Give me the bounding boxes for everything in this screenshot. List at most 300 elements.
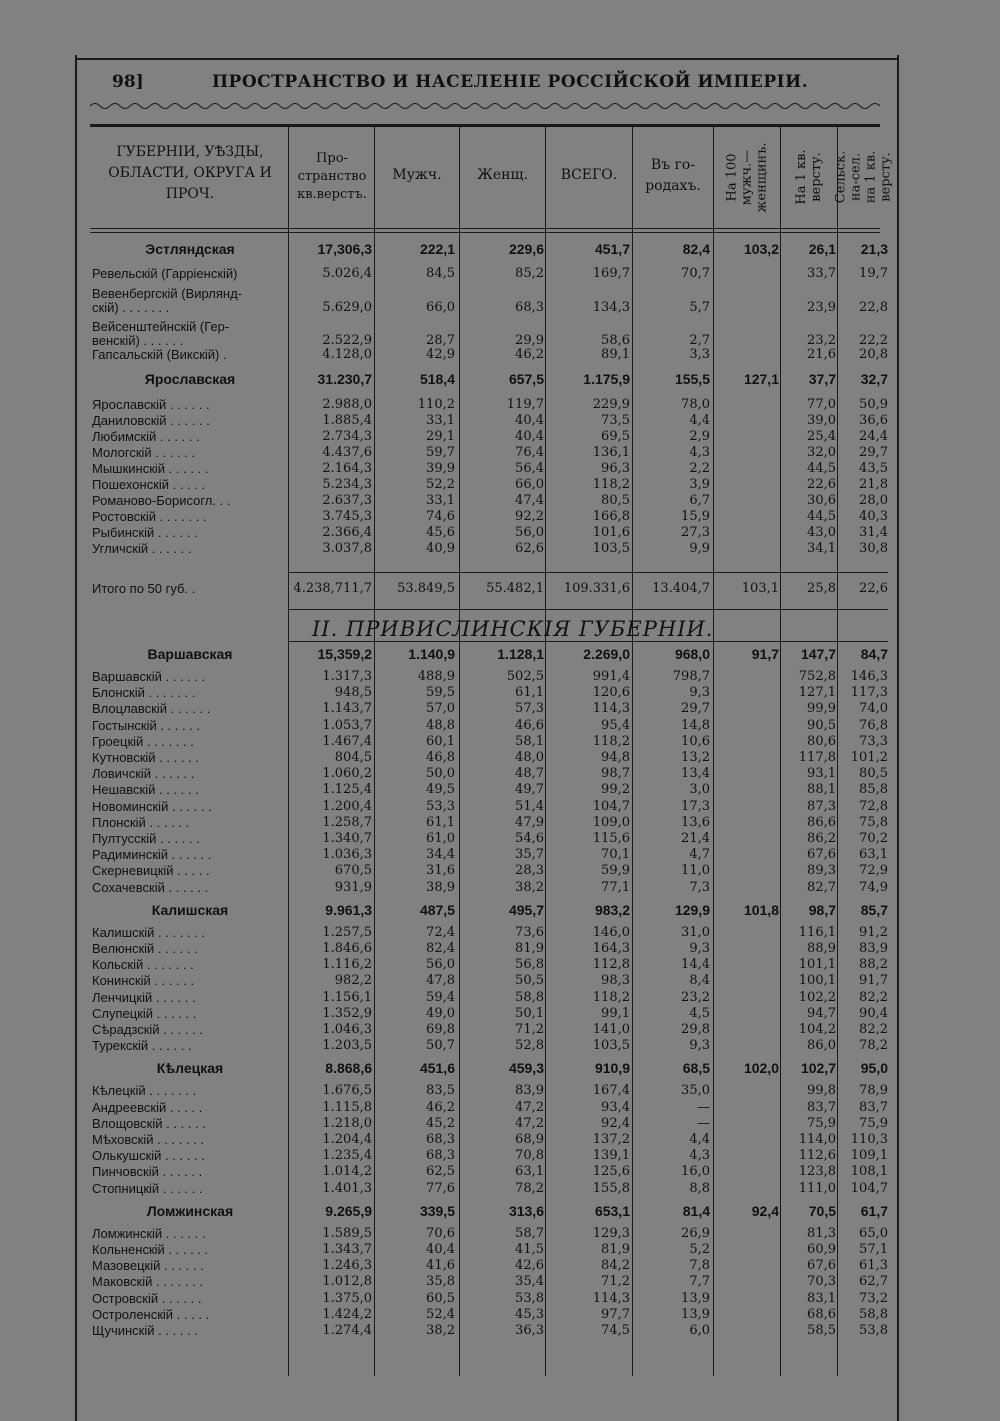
cell: 2.269,0 [583, 646, 630, 662]
cell: 70,2 [859, 831, 888, 846]
cell: 110,3 [850, 1132, 888, 1147]
cell: 167,4 [592, 1083, 630, 1099]
cell: 5.026,4 [322, 266, 372, 281]
cell: 101,8 [743, 901, 779, 918]
cell: 25,4 [807, 429, 836, 444]
cell: 91,7 [859, 973, 888, 989]
row-label: Вейсенштейнскій (Гер- [92, 319, 230, 334]
cell: 81,4 [682, 1202, 710, 1219]
cell: 99,9 [807, 701, 836, 717]
cell: 451,6 [419, 1060, 455, 1077]
cell: 44,5 [807, 461, 836, 476]
cell: 3,3 [689, 347, 710, 362]
cell: 46,2 [426, 1099, 455, 1115]
cell: 41,5 [515, 1242, 544, 1257]
cell: 47,2 [515, 1099, 544, 1115]
row-label: Кѣлецкая [156, 1060, 224, 1077]
header-urban: Въ го-родахъ. [645, 157, 701, 194]
cell: 21,8 [859, 477, 888, 492]
cell: 1.589,5 [322, 1225, 372, 1241]
cell: 22,6 [807, 477, 836, 492]
cell: 72,4 [426, 924, 455, 940]
cell: 1.175,9 [583, 371, 630, 387]
cell: 67,6 [807, 847, 836, 863]
header-top-rule [90, 124, 880, 127]
cell: 2,7 [689, 333, 710, 348]
cell: 1.257,5 [322, 924, 372, 940]
cell: 45,3 [515, 1306, 544, 1322]
cell: 59,5 [426, 685, 455, 701]
cell: 68,6 [807, 1306, 836, 1322]
cell: 47,9 [515, 814, 544, 830]
cell: 657,5 [508, 371, 544, 387]
cell: 82,7 [807, 879, 836, 895]
table-row [0, 1115, 1000, 1132]
table-row [0, 580, 1000, 597]
cell: 137,2 [592, 1132, 630, 1147]
cell: 86,2 [807, 831, 836, 846]
row-label: Угличскій . . . . . . [92, 541, 192, 556]
cell: 96,3 [601, 461, 630, 476]
cell: 68,3 [515, 300, 544, 315]
cell: 100,1 [798, 973, 836, 989]
cell: 3.745,3 [322, 509, 372, 524]
table-row [0, 412, 1000, 429]
cell: 14,4 [681, 957, 710, 973]
table-row [0, 700, 1000, 717]
cell: 25,8 [807, 581, 836, 596]
cell: 33,7 [807, 266, 836, 281]
cell: 4,3 [689, 1148, 710, 1164]
cell: 3,9 [689, 477, 710, 492]
cell: 62,6 [515, 541, 544, 556]
cell: 1.200,4 [322, 798, 372, 814]
cell: 2.988,0 [322, 397, 372, 412]
row-label: Мѣховскій . . . . . . . [92, 1132, 205, 1147]
cell: 54,6 [515, 831, 544, 846]
cell: 51,4 [515, 798, 544, 814]
cell: 92,2 [515, 509, 544, 524]
cell: 55.482,1 [486, 581, 544, 596]
cell: 50,7 [426, 1038, 455, 1054]
cell: 99,1 [601, 1005, 630, 1021]
cell: 71,2 [601, 1274, 630, 1290]
cell: 1.036,3 [322, 847, 372, 863]
cell: 61,7 [860, 1202, 888, 1219]
cell: 5.234,3 [322, 477, 372, 492]
cell: 1.125,4 [322, 782, 372, 798]
row-label: Даниловскій . . . . . . [92, 413, 210, 428]
table-row [0, 346, 1000, 363]
cell: 16,0 [681, 1164, 710, 1180]
cell: 94,7 [807, 1005, 836, 1021]
cell: 9,3 [689, 685, 710, 701]
cell: 26,9 [681, 1225, 710, 1241]
cell: 49,5 [426, 782, 455, 798]
cell: 22,6 [859, 581, 888, 596]
cell: 127,1 [798, 685, 836, 701]
cell: 40,4 [515, 413, 544, 428]
cell: 1.467,4 [322, 733, 372, 749]
cell: 32,0 [807, 445, 836, 460]
cell: 66,0 [426, 300, 455, 315]
cell: 93,4 [601, 1099, 630, 1115]
cell: 1.143,7 [322, 701, 372, 717]
row-label: Сохачевскій . . . . . . [92, 879, 209, 895]
cell: 43,5 [859, 461, 888, 476]
cell: — [697, 1099, 710, 1115]
cell: 13,9 [681, 1290, 710, 1306]
cell: 139,1 [592, 1148, 630, 1164]
cell: 76,8 [859, 717, 888, 733]
cell: 83,7 [859, 1099, 888, 1115]
cell: 1.204,4 [322, 1132, 372, 1147]
cell: 1.424,2 [322, 1306, 372, 1322]
section-rule [288, 641, 888, 642]
cell: 72,9 [859, 863, 888, 879]
table-row [0, 668, 1000, 685]
row-label: Ловичскій . . . . . . [92, 766, 195, 782]
row-label: Вевенбергскій (Вирлянд- [92, 286, 243, 301]
table-row [0, 972, 1000, 989]
cell: 123,8 [798, 1164, 836, 1180]
cell: 69,5 [601, 429, 630, 444]
row-label: Ревельскій (Гарріенскій) [92, 266, 238, 281]
cell: 47,2 [515, 1115, 544, 1131]
cell: 118,2 [592, 989, 630, 1005]
cell: 26,1 [808, 241, 836, 257]
cell: 57,3 [515, 701, 544, 717]
cell: 99,8 [807, 1083, 836, 1099]
cell: 68,3 [426, 1132, 455, 1147]
table-row-province [0, 1060, 1000, 1077]
cell: 82,2 [859, 989, 888, 1005]
cell: 46,2 [515, 347, 544, 362]
header-bottom-rule [90, 228, 880, 229]
cell: 95,4 [601, 717, 630, 733]
cell: 1.343,7 [322, 1242, 372, 1257]
cell: 63,1 [859, 847, 888, 863]
cell: 112,6 [798, 1148, 836, 1164]
table-row [0, 733, 1000, 750]
table-row [0, 508, 1000, 525]
cell: 17,3 [681, 798, 710, 814]
row-label: Пинчовскій . . . . . . [92, 1164, 203, 1180]
cell: 90,4 [859, 1005, 888, 1021]
cell: 4,3 [689, 445, 710, 460]
row-label: Варшавскій . . . . . . [92, 669, 206, 684]
cell: 968,0 [674, 646, 710, 662]
cell: 229,9 [592, 397, 630, 412]
cell: 28,0 [859, 493, 888, 508]
page-number: 98] [112, 72, 144, 92]
table-row-province [0, 241, 1000, 258]
cell: 488,9 [417, 669, 455, 684]
cell: 61,1 [515, 685, 544, 701]
cell: 13,4 [681, 766, 710, 782]
cell: 50,9 [859, 397, 888, 412]
cell: 2,2 [689, 461, 710, 476]
cell: 47,4 [515, 493, 544, 508]
cell: 6,0 [689, 1323, 710, 1338]
cell: 129,3 [592, 1225, 630, 1241]
cell: 70,5 [808, 1202, 836, 1219]
cell: 103,2 [743, 241, 779, 257]
cell: 23,9 [807, 300, 836, 315]
cell: 21,4 [681, 831, 710, 846]
cell: 61,0 [426, 831, 455, 846]
cell: 42,6 [515, 1258, 544, 1274]
table-row [0, 1131, 1000, 1148]
cell: 30,6 [807, 493, 836, 508]
cell: 24,4 [859, 429, 888, 444]
cell: 61,1 [426, 814, 455, 830]
cell: 74,0 [859, 701, 888, 717]
cell: 83,1 [807, 1290, 836, 1306]
cell: 92,4 [601, 1115, 630, 1131]
table-row [0, 940, 1000, 957]
cell: 5,2 [689, 1242, 710, 1257]
cell: 4,4 [689, 1132, 710, 1147]
cell: 1.014,2 [322, 1164, 372, 1180]
cell: 76,4 [515, 445, 544, 460]
cell: 94,8 [601, 750, 630, 765]
cell: 109,1 [850, 1148, 888, 1164]
cell: 125,6 [592, 1164, 630, 1180]
cell: 17,306,3 [317, 241, 372, 257]
cell: 84,2 [601, 1258, 630, 1274]
cell: 653,1 [594, 1202, 630, 1219]
cell: 56,8 [515, 957, 544, 973]
cell: 39,9 [426, 461, 455, 476]
cell: 57,1 [859, 1242, 888, 1257]
cell: 9,3 [689, 1038, 710, 1054]
cell: 8,4 [689, 973, 710, 989]
cell: 53.849,5 [397, 581, 455, 596]
cell: 2.734,3 [322, 429, 372, 444]
cell: 78,2 [515, 1180, 544, 1196]
row-label: Итого по 50 губ. . [92, 581, 196, 596]
table-row [0, 1147, 1000, 1164]
cell: 49,0 [426, 1005, 455, 1021]
cell: 73,3 [859, 733, 888, 749]
cell: 103,5 [592, 1038, 630, 1054]
row-label: Слупецкій . . . . . . [92, 1005, 197, 1021]
cell: 9,3 [689, 941, 710, 956]
cell: 50,0 [426, 766, 455, 782]
cell: 15,359,2 [317, 646, 372, 662]
table-row [0, 1241, 1000, 1258]
cell: 931,9 [334, 879, 372, 895]
cell: 7,7 [689, 1274, 710, 1290]
cell: 1.246,3 [322, 1258, 372, 1274]
cell: 59,4 [426, 989, 455, 1005]
cell: — [697, 1115, 710, 1131]
cell: 29,1 [426, 429, 455, 444]
cell: 118,2 [592, 477, 630, 492]
cell: 87,3 [807, 798, 836, 814]
cell: 29,7 [681, 701, 710, 717]
cell: 83,9 [515, 1083, 544, 1099]
cell: 983,2 [594, 901, 630, 918]
table-row [0, 781, 1000, 798]
cell: 81,9 [515, 941, 544, 956]
cell: 141,0 [592, 1022, 630, 1037]
cell: 75,9 [807, 1115, 836, 1131]
cell: 97,7 [601, 1306, 630, 1322]
row-label: Пошехонскій . . . . . [92, 477, 206, 492]
header-per-verst: На 1 кв. версту. [794, 149, 824, 205]
cell: 38,2 [426, 1323, 455, 1338]
cell: 991,4 [592, 669, 630, 684]
cell: 102,0 [743, 1060, 779, 1077]
cell: 29,8 [681, 1022, 710, 1037]
cell: 88,1 [807, 782, 836, 798]
row-label: Сѣрадзскій . . . . . . [92, 1022, 203, 1037]
cell: 58,8 [859, 1306, 888, 1322]
cell: 47,8 [426, 973, 455, 989]
cell: 114,3 [592, 701, 630, 717]
cell: 56,0 [515, 525, 544, 540]
cell: 4,5 [689, 1005, 710, 1021]
table-row [0, 765, 1000, 782]
cell: 70,3 [807, 1274, 836, 1290]
cell: 120,6 [592, 685, 630, 701]
cell: 339,5 [419, 1202, 455, 1219]
cell: 71,2 [515, 1022, 544, 1037]
cell: 2.164,3 [322, 461, 372, 476]
cell: 166,8 [592, 509, 630, 524]
cell: 6,7 [689, 493, 710, 508]
cell: 68,5 [682, 1060, 710, 1077]
top-rule [75, 58, 897, 60]
row-label: Гостынскій . . . . . . [92, 717, 201, 733]
table-row [0, 1306, 1000, 1323]
cell: 73,6 [515, 924, 544, 940]
table-row [0, 862, 1000, 879]
cell: 89,3 [807, 863, 836, 879]
cell: 487,5 [419, 901, 455, 918]
cell: 46,8 [426, 750, 455, 765]
decorative-wavy-rule [90, 101, 880, 111]
cell: 74,9 [859, 879, 888, 895]
cell: 59,7 [426, 445, 455, 460]
cell: 1.317,3 [322, 669, 372, 684]
cell: 50,1 [515, 1005, 544, 1021]
header-total: ВСЕГО. [560, 167, 618, 183]
row-label: Гроецкій . . . . . . . [92, 733, 194, 749]
row-label: Варшавская [147, 646, 233, 662]
cell: 19,7 [859, 266, 888, 281]
cell: 77,1 [601, 879, 630, 895]
cell: 43,0 [807, 525, 836, 540]
cell: 83,7 [807, 1099, 836, 1115]
row-label: Рыбинскій . . . . . . [92, 525, 198, 540]
cell: 36,3 [515, 1323, 544, 1338]
header-rural-per-verst: Сельск. на-сел. на 1 кв. версту. [833, 150, 894, 204]
cell: 5,7 [689, 300, 710, 315]
cell: 102,2 [798, 989, 836, 1005]
cell: 1.053,7 [322, 717, 372, 733]
cell: 117,8 [798, 750, 836, 765]
row-label: Кѣлецкій . . . . . . . [92, 1083, 197, 1099]
row-label: Эстляндская [145, 241, 235, 257]
cell: 1.218,0 [322, 1115, 372, 1131]
table-row [0, 956, 1000, 973]
cell: 85,2 [515, 266, 544, 281]
cell: 34,4 [426, 847, 455, 863]
table-row [0, 1163, 1000, 1180]
row-label: Пултусскій . . . . . . [92, 831, 200, 846]
cell: 31,6 [426, 863, 455, 879]
row-label: Калишская [151, 901, 229, 918]
row-label: Гапсальскій (Викскій) . [92, 347, 227, 362]
cell: 1.885,4 [322, 413, 372, 428]
row-label: Кольскій . . . . . . . [92, 957, 194, 973]
cell: 48,0 [515, 750, 544, 765]
table-row [0, 428, 1000, 445]
row-label: Кольненскій . . . . . . [92, 1242, 209, 1257]
cell: 78,2 [859, 1038, 888, 1054]
cell: 103,1 [741, 581, 779, 596]
cell: 35,4 [515, 1274, 544, 1290]
cell: 4,4 [689, 413, 710, 428]
cell: 155,5 [674, 371, 710, 387]
cell: 53,3 [426, 798, 455, 814]
cell: 52,2 [426, 477, 455, 492]
cell: 78,9 [859, 1083, 888, 1099]
cell: 82,4 [682, 241, 710, 257]
cell: 40,3 [859, 509, 888, 524]
cell: 91,2 [859, 924, 888, 940]
row-label: Радиминскій . . . . . . [92, 847, 212, 863]
table-row [0, 924, 1000, 941]
row-label: Мышкинскій . . . . . . [92, 461, 209, 476]
cell: 2.522,9 [322, 333, 372, 348]
row-label: Андреевскій . . . . . [92, 1099, 203, 1115]
cell: 119,7 [506, 397, 544, 412]
cell: 103,5 [592, 541, 630, 556]
cell: 74,6 [426, 509, 455, 524]
cell: 75,9 [859, 1115, 888, 1131]
cell: 9.265,9 [325, 1202, 372, 1219]
cell: 1.340,7 [322, 831, 372, 846]
cell: 31,4 [859, 525, 888, 540]
cell: 1.128,1 [497, 646, 544, 662]
cell: 30,8 [859, 541, 888, 556]
cell: 222,1 [419, 241, 455, 257]
cell: 7,3 [689, 879, 710, 895]
cell: 4.437,6 [322, 445, 372, 460]
row-label: Мазовецкій . . . . . . [92, 1258, 204, 1274]
cell: 69,8 [426, 1022, 455, 1037]
cell: 114,3 [592, 1290, 630, 1306]
cell: 752,8 [798, 669, 836, 684]
cell: 1.846,6 [322, 941, 372, 956]
cell: 38,9 [426, 879, 455, 895]
row-label: Скерневицкій . . . . . [92, 863, 210, 879]
cell: 4,7 [689, 847, 710, 863]
table-row [0, 299, 1000, 316]
row-label: Остроленскій . . . . . [92, 1306, 210, 1322]
cell: 102,7 [800, 1060, 836, 1077]
cell: 85,7 [860, 901, 888, 918]
cell: 90,5 [807, 717, 836, 733]
section-title: II. ПРИВИСЛИНСКІЯ ГУБЕРНІИ. [312, 617, 714, 641]
cell: 229,6 [508, 241, 544, 257]
table-row [0, 1225, 1000, 1242]
cell: 127,1 [743, 371, 779, 387]
